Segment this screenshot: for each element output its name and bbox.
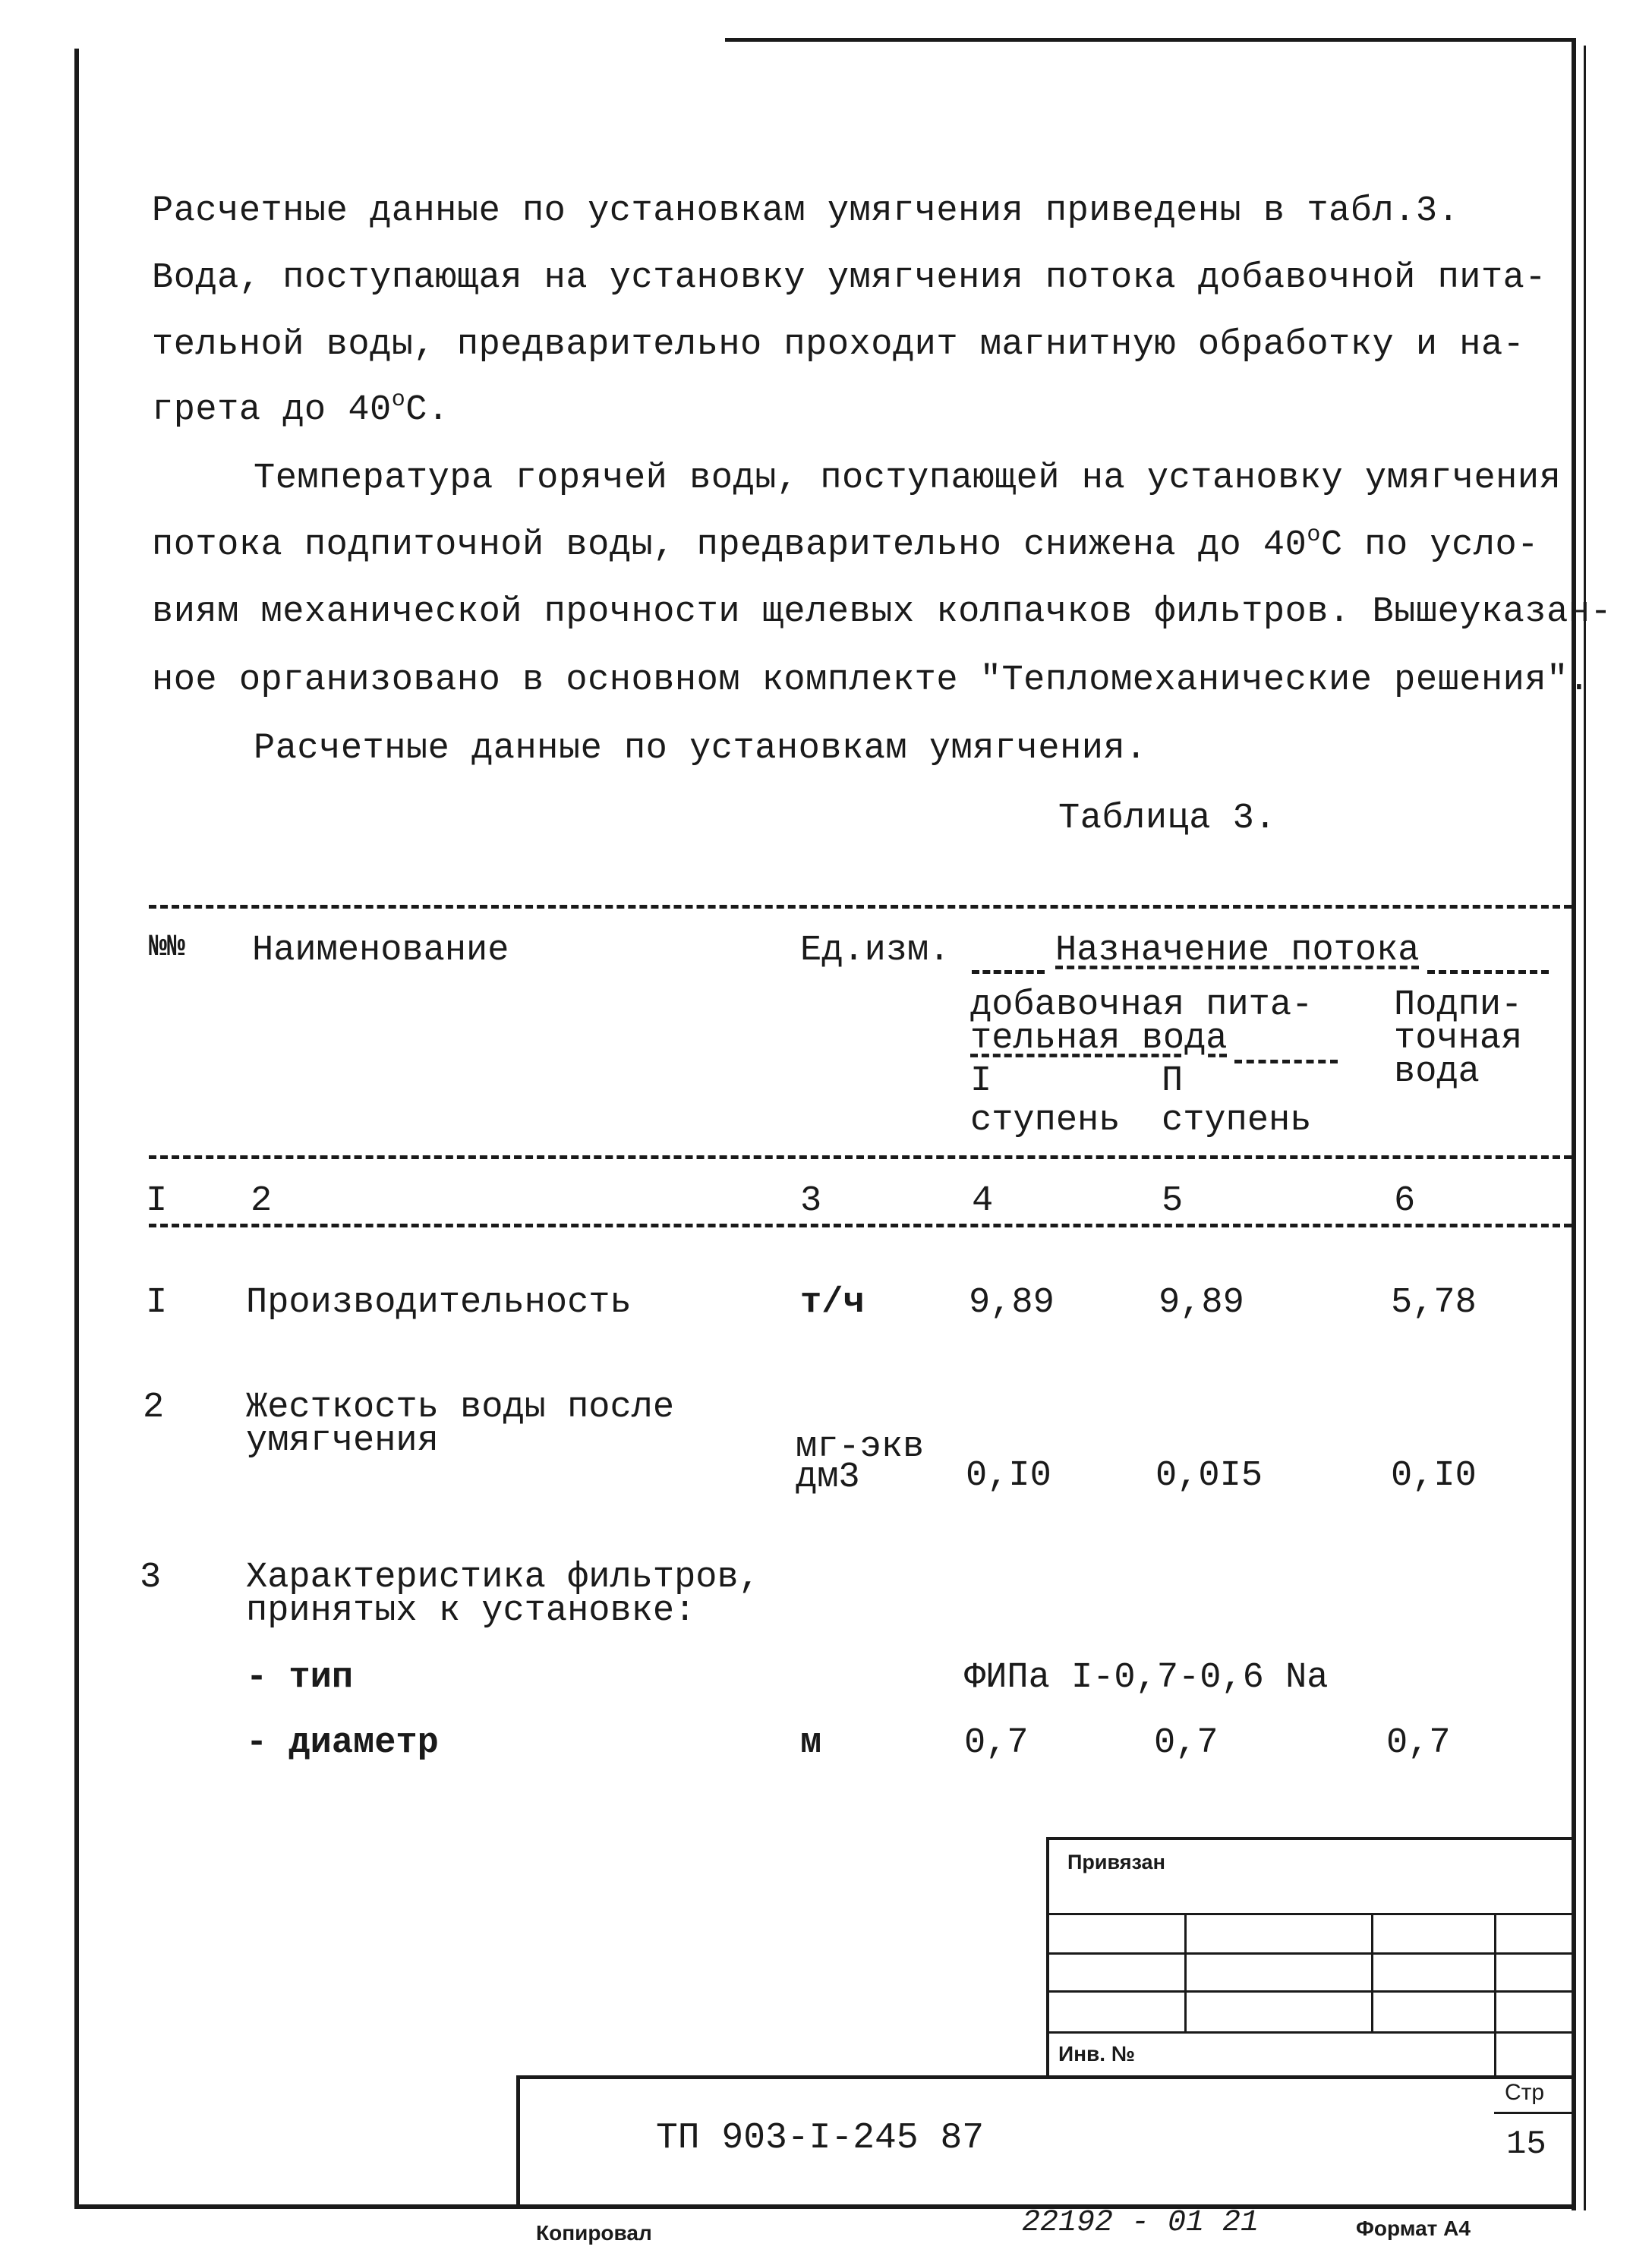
- column-number-1: I: [146, 1181, 168, 1221]
- header-purpose: Назначение потока: [1055, 931, 1420, 971]
- archive-number: 22192 - 01 21: [1022, 2206, 1259, 2240]
- row-2-name-line-2: умягчения: [246, 1421, 439, 1461]
- page-label: Стр: [1505, 2080, 1545, 2105]
- header-unit: Ед.изм.: [800, 931, 951, 971]
- row-2-stage-1-value: 0,I0: [966, 1456, 1051, 1496]
- header-makeup-line-1: Подпи-: [1394, 985, 1523, 1026]
- header-purpose-dash-right: [1427, 970, 1549, 974]
- row-1-unit: т/ч: [800, 1283, 865, 1323]
- paragraph-1-line-2: Вода, поступающая на установку умягчения потока добавочной пита-: [152, 258, 1547, 298]
- frame-bottom-border: [74, 2204, 1576, 2209]
- row-3b-makeup-value: 0,7: [1386, 1723, 1451, 1763]
- row-2-makeup-value: 0,I0: [1391, 1456, 1477, 1496]
- frame-top-border: [725, 38, 1576, 42]
- header-feed-water-dash: [1234, 1060, 1338, 1063]
- paragraph-2-line-4: ное организовано в основном комплекте "Тепломеханические решения".: [152, 660, 1591, 701]
- header-stage-1-line-1: I: [970, 1061, 992, 1101]
- row-3b-unit: м: [800, 1723, 822, 1763]
- page-number: 15: [1506, 2125, 1546, 2163]
- header-makeup-line-3: вода: [1394, 1052, 1480, 1092]
- row-1-name: Производительность: [246, 1283, 632, 1323]
- row-2-unit-line-2: дм3: [796, 1457, 860, 1498]
- header-makeup-line-2: точная: [1394, 1019, 1523, 1059]
- document-code: ТП 903-I-245 87: [656, 2118, 985, 2159]
- copied-by-label: Копировал: [536, 2221, 652, 2245]
- format-label: Формат А4: [1356, 2217, 1471, 2240]
- row-2-unit-line-1: мг-экв: [796, 1427, 925, 1467]
- header-feed-water-line-1: добавочная пита-: [970, 985, 1313, 1026]
- header-number: №№: [149, 931, 186, 965]
- header-name: Наименование: [252, 931, 509, 971]
- row-2-stage-2-value: 0,0I5: [1155, 1456, 1263, 1496]
- header-feed-water-line-2: тельная вода: [970, 1019, 1228, 1059]
- header-bottom-rule: [149, 1155, 1572, 1159]
- column-numbers-rule: [149, 1224, 1572, 1227]
- row-1-makeup-value: 5,78: [1391, 1283, 1477, 1323]
- paragraph-3-line-1: Расчетные данные по установкам умягчения.: [254, 729, 1147, 769]
- row-3b-name: - диаметр: [246, 1723, 439, 1763]
- paragraph-2-line-1: Температура горячей воды, поступающей на установку умягчения: [254, 458, 1562, 499]
- header-purpose-dash-left: [972, 970, 1045, 974]
- paragraph-1-line-1: Расчетные данные по установкам умягчения приведены в табл.3.: [152, 191, 1460, 232]
- frame-left-border: [74, 49, 79, 2209]
- column-number-6: 6: [1394, 1181, 1416, 1221]
- row-3-name-line-1: Характеристика фильтров,: [246, 1558, 760, 1598]
- attached-label: Привязан: [1067, 1851, 1165, 1873]
- column-number-3: 3: [800, 1181, 822, 1221]
- header-stage-2-line-2: ступень: [1162, 1101, 1312, 1141]
- row-1-number: I: [146, 1283, 168, 1323]
- column-number-2: 2: [251, 1181, 273, 1221]
- row-3-name-line-2: принятых к установке:: [246, 1591, 696, 1631]
- inventory-number-label: Инв. №: [1058, 2042, 1136, 2065]
- row-2-number: 2: [143, 1388, 165, 1428]
- paragraph-1-line-3: тельной воды, предварительно проходит магнитную обработку и на-: [152, 325, 1525, 365]
- row-3a-value: ФИПа I-0,7-0,6 Na: [964, 1658, 1329, 1698]
- header-stage-1-line-2: ступень: [970, 1101, 1121, 1141]
- paragraph-2-line-2: потока подпиточной воды, предварительно снижена до $40^оС$ по усло-: [152, 522, 1539, 566]
- row-1-stage-1-value: 9,89: [969, 1283, 1055, 1323]
- row-1-stage-2-value: 9,89: [1159, 1283, 1244, 1323]
- header-stage-2-line-1: П: [1162, 1061, 1184, 1101]
- paragraph-2-line-3: виям механической прочности щелевых колпачков фильтров. Вышеуказан-: [152, 592, 1613, 632]
- row-3-number: 3: [140, 1558, 162, 1598]
- table-top-rule: [149, 905, 1572, 909]
- paragraph-1-line-4: грета до $40^оС$.: [152, 387, 449, 430]
- row-3b-stage-2-value: 0,7: [1154, 1723, 1219, 1763]
- row-3b-stage-1-value: 0,7: [964, 1723, 1029, 1763]
- column-number-4: 4: [972, 1181, 994, 1221]
- table-caption: Таблица 3.: [1058, 799, 1277, 839]
- frame-right-inner-border: [1584, 46, 1586, 2210]
- frame-right-border: [1572, 38, 1576, 2210]
- row-2-name-line-1: Жесткость воды после: [246, 1388, 675, 1428]
- column-number-5: 5: [1162, 1181, 1184, 1221]
- row-3a-name: - тип: [246, 1658, 354, 1698]
